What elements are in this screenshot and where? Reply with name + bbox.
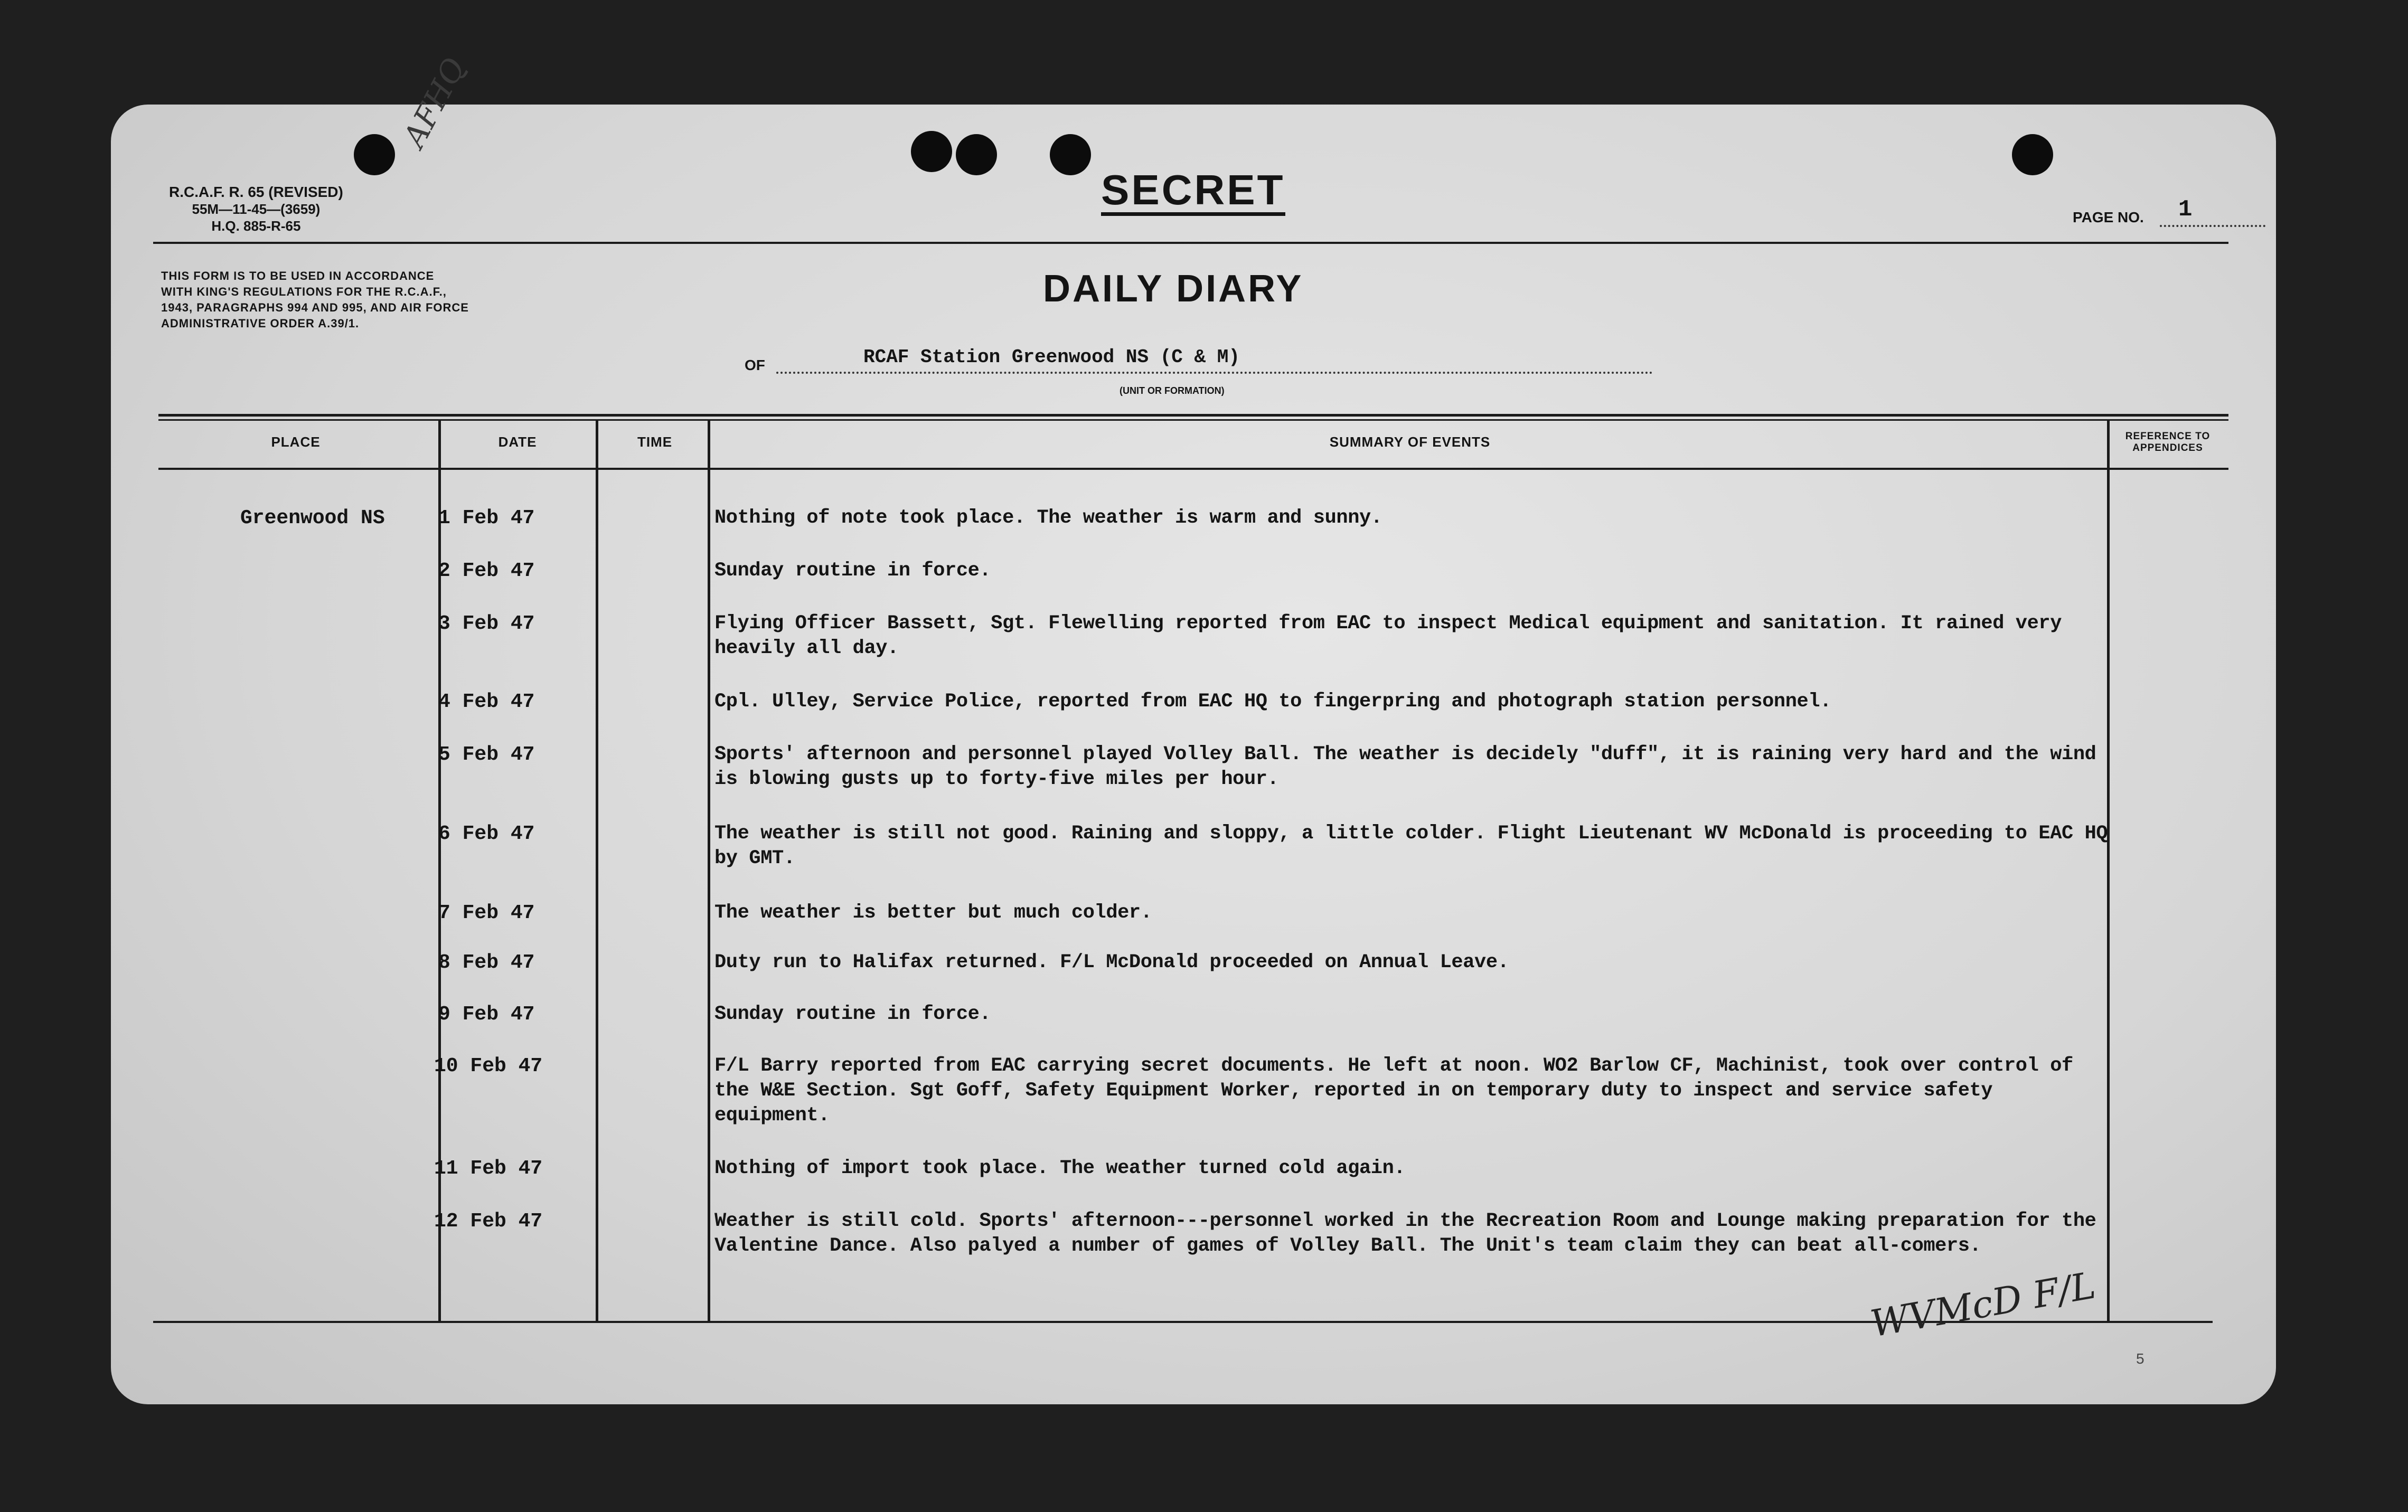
table-top-rule (158, 414, 2228, 417)
entry-summary: Weather is still cold. Sports' afternoon---personnel worked in the Recreation Room and Lounge making preparation for the Valentine Dance. Also palyed a number of games of Volley Ball. The Unit's team claim they can beat all-comers. (714, 1210, 2096, 1257)
of-label: OF (745, 357, 765, 373)
column-header-date: DATE (498, 434, 537, 450)
entry-date: 12 Feb 47 (434, 1210, 543, 1233)
diary-sheet (111, 52, 2276, 1404)
form-id-line3: H.Q. 885-R-65 (211, 218, 301, 234)
form-id-line2: 55M—11-45—(3659) (192, 201, 321, 217)
entry-date: 1 Feb 47 (438, 507, 535, 530)
entry-date: 2 Feb 47 (438, 560, 535, 582)
form-identifier (169, 184, 343, 234)
column-header-reference (2110, 431, 2226, 454)
column-divider (438, 420, 441, 1323)
entry-summary: Sunday routine in force. (714, 1003, 991, 1025)
form-id-line1: R.C.A.F. R. 65 (REVISED) (169, 184, 343, 200)
header-rule (153, 242, 2228, 244)
entry-date: 5 Feb 47 (438, 743, 535, 766)
column-header-rule (158, 468, 2228, 470)
entry-date: 9 Feb 47 (438, 1003, 535, 1026)
unit-line (776, 372, 1653, 374)
column-divider (2107, 420, 2110, 1323)
entry-date: 7 Feb 47 (438, 902, 535, 924)
column-divider (708, 420, 710, 1323)
entry-summary: Sunday routine in force. (714, 560, 991, 582)
column-header-time: TIME (637, 434, 673, 450)
entry-summary: Cpl. Ulley, Service Police, reported from EAC HQ to fingerpring and photograph station personnel. (714, 691, 1831, 713)
entry-summary: Nothing of note took place. The weather is warm and sunny. (714, 507, 1382, 529)
entry-summary: F/L Barry reported from EAC carrying secret documents. He left at noon. WO2 Barlow CF, Machinist, took over control of the W&E Section. Sgt Goff, Safety Equipment Worker, reported in on temporary duty to inspect and service safety equipment. (714, 1055, 2073, 1127)
entry-summary: Duty run to Halifax returned. F/L McDonald proceeded on Annual Leave. (714, 951, 1509, 974)
page-number-line (2160, 225, 2265, 227)
punch-hole (911, 131, 952, 172)
entry-date: 4 Feb 47 (438, 691, 535, 713)
place-value: Greenwood NS (240, 507, 385, 530)
entry-summary: The weather is still not good. Raining and sloppy, a little colder. Flight Lieutenant WV McDonald is proceeding to EAC HQ by GMT. (714, 823, 2108, 870)
entry-summary: Flying Officer Bassett, Sgt. Flewelling reported from EAC to inspect Medical equipment and sanitation. It rained very heavily all day. (714, 612, 2062, 659)
page-number-label: PAGE NO. (2073, 209, 2144, 225)
handwritten-note: AFHQ (396, 52, 473, 153)
form-instructions (161, 268, 469, 332)
entry-summary: Sports' afternoon and personnel played Volley Ball. The weather is decidely "duff", it is raining very hard and the wind is blowing gusts up to forty-five miles per hour. (714, 743, 2096, 790)
entry-date: 11 Feb 47 (434, 1157, 543, 1180)
page-title: DAILY DIARY (1043, 268, 1304, 310)
punch-hole (2012, 134, 2053, 175)
reference-line2: APPENDICES (2132, 442, 2203, 453)
unit-caption: (UNIT OR FORMATION) (1120, 385, 1225, 396)
table-top-rule-2 (158, 419, 2228, 421)
corner-mark: 5 (2136, 1350, 2144, 1367)
punch-hole (1050, 134, 1091, 175)
entry-date: 6 Feb 47 (438, 823, 535, 845)
page-number-value: 1 (2178, 196, 2193, 223)
entry-date: 3 Feb 47 (438, 612, 535, 635)
unit-name: RCAF Station Greenwood NS (C & M) (863, 346, 1240, 368)
column-divider (596, 420, 598, 1323)
column-header-place: PLACE (271, 434, 321, 450)
classification-heading: SECRET (1101, 168, 1285, 216)
entry-date: 8 Feb 47 (438, 951, 535, 974)
reference-line1: REFERENCE TO (2125, 431, 2211, 442)
entry-summary: Nothing of import took place. The weather turned cold again. (714, 1157, 1406, 1179)
entry-date: 10 Feb 47 (434, 1055, 543, 1078)
punch-hole (956, 134, 997, 175)
column-header-summary: SUMMARY OF EVENTS (1329, 434, 1491, 450)
instruction-line: WITH KING'S REGULATIONS FOR THE R.C.A.F., (161, 285, 447, 298)
punch-hole (354, 134, 395, 175)
instruction-line: THIS FORM IS TO BE USED IN ACCORDANCE (161, 269, 435, 282)
instruction-line: ADMINISTRATIVE ORDER A.39/1. (161, 317, 360, 330)
instruction-line: 1943, PARAGRAPHS 994 AND 995, AND AIR FORCE (161, 301, 469, 314)
entry-summary: The weather is better but much colder. (714, 902, 1152, 924)
signature: WVMcD F/L (1867, 1263, 2099, 1346)
